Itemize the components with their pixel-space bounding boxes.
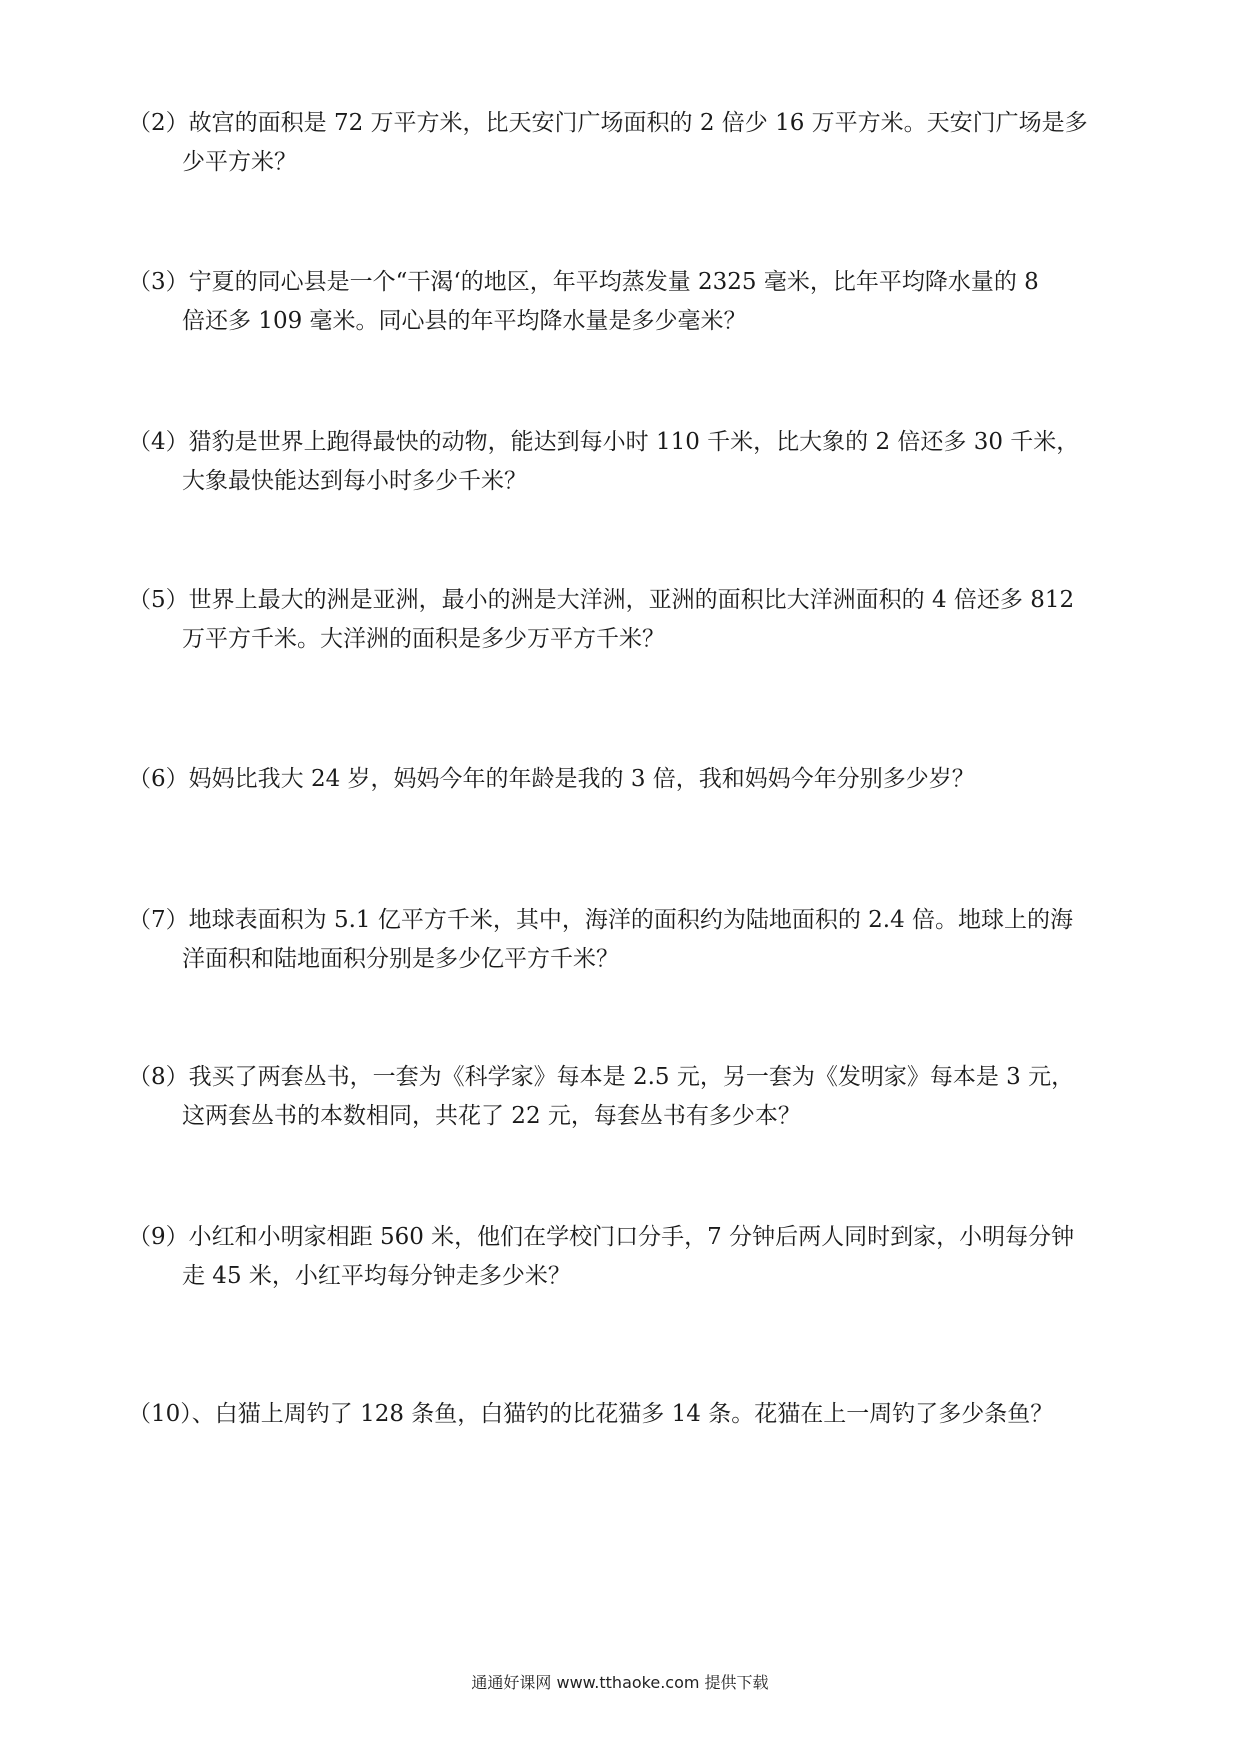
problem-5 — [128, 581, 1118, 659]
problem-4-line-2: 大象最快能达到每小时多少千米？ — [182, 468, 527, 494]
problem-3-line-2: 倍还多 109 毫米。同心县的年平均降水量是多少毫米？ — [182, 308, 747, 334]
footer-credit: 通通好课网 www.tthaoke.com 提供下载 — [471, 1673, 769, 1692]
problem-text: 白猫上周钓了 128 条鱼，白猫钓的比花猫多 14 条。花猫在上一周钓了多少条鱼？ — [214, 1401, 1054, 1427]
problem-4 — [128, 423, 1118, 501]
problem-8-line-1 — [128, 1058, 1118, 1097]
problem-2-line-1 — [128, 104, 1118, 143]
problem-text: 地球表面积为 5.1 亿平方千米，其中，海洋的面积约为陆地面积的 2.4 倍。地球上的海 — [188, 907, 1074, 933]
problem-6 — [128, 760, 1118, 799]
problem-5-line-1 — [128, 581, 1118, 620]
problem-number: （8） — [128, 1064, 189, 1090]
problem-number: （5） — [128, 587, 189, 613]
problem-number: （3） — [128, 269, 189, 295]
problem-7 — [128, 901, 1118, 979]
problem-number: （2） — [128, 110, 189, 136]
problem-2-line-2: 少平方米？ — [182, 149, 297, 175]
problem-text: 宁夏的同心县是一个“干渴‘的地区，年平均蒸发量 2325 毫米，比年平均降水量的 8 — [188, 269, 1039, 295]
problem-9-line-2: 走 45 米，小红平均每分钟走多少米？ — [182, 1263, 571, 1289]
problem-number: （6） — [128, 766, 189, 792]
problem-4-line-1 — [128, 423, 1118, 462]
problem-number: （7） — [128, 907, 189, 933]
problem-8-line-2: 这两套丛书的本数相同，共花了 22 元，每套丛书有多少本？ — [182, 1103, 801, 1129]
problem-text: 小红和小明家相距 560 米，他们在学校门口分手，7 分钟后两人同时到家，小明每分钟 — [188, 1224, 1075, 1250]
problem-text: 我买了两套丛书，一套为《科学家》每本是 2.5 元，另一套为《发明家》每本是 3 元， — [188, 1064, 1075, 1090]
problem-8 — [128, 1058, 1118, 1136]
problem-3 — [128, 263, 1118, 341]
problem-text: 猎豹是世界上跑得最快的动物，能达到每小时 110 千米，比大象的 2 倍还多 30 千米， — [188, 429, 1080, 455]
problem-10-line-1 — [128, 1395, 1118, 1434]
problem-9-line-1 — [128, 1218, 1118, 1257]
problem-number: （4） — [128, 429, 189, 455]
problem-number: （10）、 — [128, 1401, 215, 1427]
problem-text: 世界上最大的洲是亚洲，最小的洲是大洋洲，亚洲的面积比大洋洲面积的 4 倍还多 812 — [188, 587, 1075, 613]
problem-text: 故宫的面积是 72 万平方米，比天安门广场面积的 2 倍少 16 万平方米。天安门广场是多 — [188, 110, 1088, 136]
problem-number: （9） — [128, 1224, 189, 1250]
problem-7-line-2: 洋面积和陆地面积分别是多少亿平方千米？ — [182, 946, 619, 972]
problem-9 — [128, 1218, 1118, 1296]
problem-5-line-2: 万平方千米。大洋洲的面积是多少万平方千米？ — [182, 626, 665, 652]
problem-3-line-1 — [128, 263, 1118, 302]
problem-10 — [128, 1395, 1118, 1434]
problem-6-line-1 — [128, 760, 1118, 799]
problem-2 — [128, 104, 1118, 182]
problem-text: 妈妈比我大 24 岁，妈妈今年的年龄是我的 3 倍，我和妈妈今年分别多少岁？ — [188, 766, 975, 792]
problem-7-line-1 — [128, 901, 1118, 940]
